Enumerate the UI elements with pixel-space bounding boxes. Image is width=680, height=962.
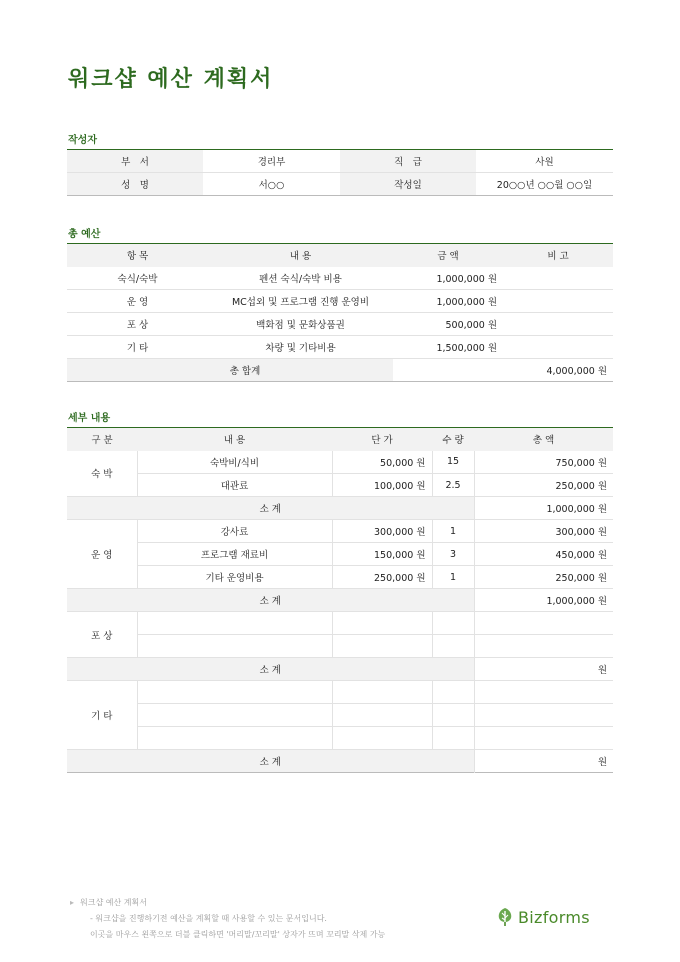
unit-price-cell: 100,000 원 (332, 474, 432, 497)
unit-price-cell (332, 635, 432, 658)
item-cell: 포 상 (67, 313, 208, 336)
table-row (67, 290, 613, 313)
quantity-cell (432, 612, 474, 635)
header-quantity: 수 량 (432, 428, 474, 451)
item-cell: 운 영 (67, 290, 208, 313)
total-cell: 750,000 원 (474, 451, 613, 474)
unit-price-cell: 50,000 원 (332, 451, 432, 474)
amount-cell: 500,000 원 (393, 313, 503, 336)
amount-cell: 1,000,000 원 (393, 267, 503, 290)
header-content: 내 용 (208, 244, 393, 267)
amount-cell: 1,500,000 원 (393, 336, 503, 359)
quantity-cell: 15 (432, 451, 474, 474)
unit-price-cell (332, 681, 432, 704)
position-value: 사원 (476, 150, 613, 173)
quantity-cell: 1 (432, 520, 474, 543)
subtotal-row (67, 497, 613, 520)
total-cell: 250,000 원 (474, 474, 613, 497)
footer-hint: 이곳을 마우스 왼쪽으로 더블 클릭하면 '머리말/꼬리말' 상자가 뜨며 꼬리말 삭제 가능 (90, 930, 386, 939)
footer-description: - 워크샵을 진행하기전 예산을 계획할 때 사용할 수 있는 문서입니다. (90, 914, 327, 923)
detail-section-label: 세부 내용 (68, 413, 111, 424)
content-cell: MC섭외 및 프로그램 진행 운영비 (208, 290, 393, 313)
unit-price-cell: 300,000 원 (332, 520, 432, 543)
subtotal-row (67, 750, 613, 773)
category-cell: 기 타 (67, 681, 137, 750)
unit-price-cell (332, 704, 432, 727)
note-cell (503, 267, 613, 290)
total-cell (474, 704, 613, 727)
content-cell (137, 704, 332, 727)
unit-price-cell: 150,000 원 (332, 543, 432, 566)
total-cell (474, 612, 613, 635)
detail-table (67, 427, 613, 773)
table-row (67, 681, 613, 704)
amount-cell: 1,000,000 원 (393, 290, 503, 313)
table-row (67, 451, 613, 474)
content-cell (137, 681, 332, 704)
content-cell: 펜션 숙식/숙박 비용 (208, 267, 393, 290)
quantity-cell: 2.5 (432, 474, 474, 497)
table-row (67, 612, 613, 635)
header-item: 항 목 (67, 244, 208, 267)
note-cell (503, 290, 613, 313)
quantity-cell (432, 727, 474, 750)
subtotal-row (67, 658, 613, 681)
name-label: 성 명 (67, 173, 203, 196)
content-cell: 강사료 (137, 520, 332, 543)
total-value: 4,000,000 원 (546, 366, 607, 377)
author-table (67, 149, 613, 196)
content-cell: 백화점 및 문화상품권 (208, 313, 393, 336)
author-section-label: 작성자 (68, 135, 97, 146)
content-cell: 대관료 (137, 474, 332, 497)
content-cell: 기타 운영비용 (137, 566, 332, 589)
total-section-label: 총 예산 (68, 229, 101, 240)
date-value: 20○○년 ○○월 ○○일 (496, 180, 593, 191)
category-cell: 포 상 (67, 612, 137, 658)
author-row (67, 173, 613, 196)
header-note: 비 고 (503, 244, 613, 267)
triangle-bullet-icon: ▸ (70, 898, 75, 907)
subtotal-label: 소 계 (67, 497, 474, 520)
total-cell: 250,000 원 (474, 566, 613, 589)
subtotal-value: 1,000,000 원 (474, 589, 613, 612)
table-row (67, 474, 613, 497)
header-amount: 금 액 (393, 244, 503, 267)
table-row (67, 520, 613, 543)
content-cell: 차량 및 기타비용 (208, 336, 393, 359)
header-total: 총 액 (474, 428, 613, 451)
quantity-cell (432, 635, 474, 658)
total-label: 총 합계 (67, 359, 393, 382)
unit-price-cell (332, 727, 432, 750)
table-row (67, 704, 613, 727)
subtotal-row (67, 589, 613, 612)
subtotal-value: 원 (474, 658, 613, 681)
name-value: 서○○ (258, 180, 285, 191)
subtotal-value: 원 (474, 750, 613, 773)
footer-title: 워크샵 예산 계획서 (80, 898, 147, 907)
quantity-cell (432, 704, 474, 727)
note-cell (503, 313, 613, 336)
quantity-cell: 1 (432, 566, 474, 589)
content-cell (137, 612, 332, 635)
header-unit-price: 단 가 (332, 428, 432, 451)
position-label: 직 급 (340, 150, 476, 173)
page-title: 워크샵 예산 계획서 (68, 67, 274, 92)
item-cell: 숙식/숙박 (67, 267, 208, 290)
total-cell (474, 635, 613, 658)
content-cell (137, 635, 332, 658)
dept-label: 부 서 (67, 150, 203, 173)
unit-price-cell: 250,000 원 (332, 566, 432, 589)
quantity-cell: 3 (432, 543, 474, 566)
content-cell (137, 727, 332, 750)
total-cell: 300,000 원 (474, 520, 613, 543)
content-cell: 숙박비/식비 (137, 451, 332, 474)
total-budget-table (67, 243, 613, 382)
table-header-row (67, 428, 613, 451)
quantity-cell (432, 681, 474, 704)
subtotal-label: 소 계 (67, 658, 474, 681)
page-footer[interactable] (70, 895, 385, 943)
tree-icon (496, 907, 514, 927)
total-cell (474, 681, 613, 704)
table-header-row (67, 244, 613, 267)
header-category: 구 분 (67, 428, 137, 451)
total-cell (474, 727, 613, 750)
date-label: 작성일 (340, 173, 476, 196)
dept-value: 경리부 (203, 150, 340, 173)
subtotal-label: 소 계 (67, 750, 474, 773)
table-row (67, 267, 613, 290)
table-row (67, 543, 613, 566)
subtotal-value: 1,000,000 원 (474, 497, 613, 520)
author-row (67, 150, 613, 173)
table-row (67, 313, 613, 336)
unit-price-cell (332, 612, 432, 635)
total-row (67, 359, 613, 382)
table-row (67, 635, 613, 658)
bizforms-logo (496, 907, 590, 927)
total-cell: 450,000 원 (474, 543, 613, 566)
table-row (67, 336, 613, 359)
header-content: 내 용 (137, 428, 332, 451)
subtotal-label: 소 계 (67, 589, 474, 612)
table-row (67, 566, 613, 589)
category-cell: 숙 박 (67, 451, 137, 497)
table-row (67, 727, 613, 750)
item-cell: 기 타 (67, 336, 208, 359)
logo-text: Bizforms (518, 907, 590, 927)
note-cell (503, 336, 613, 359)
category-cell: 운 영 (67, 520, 137, 589)
content-cell: 프로그램 재료비 (137, 543, 332, 566)
